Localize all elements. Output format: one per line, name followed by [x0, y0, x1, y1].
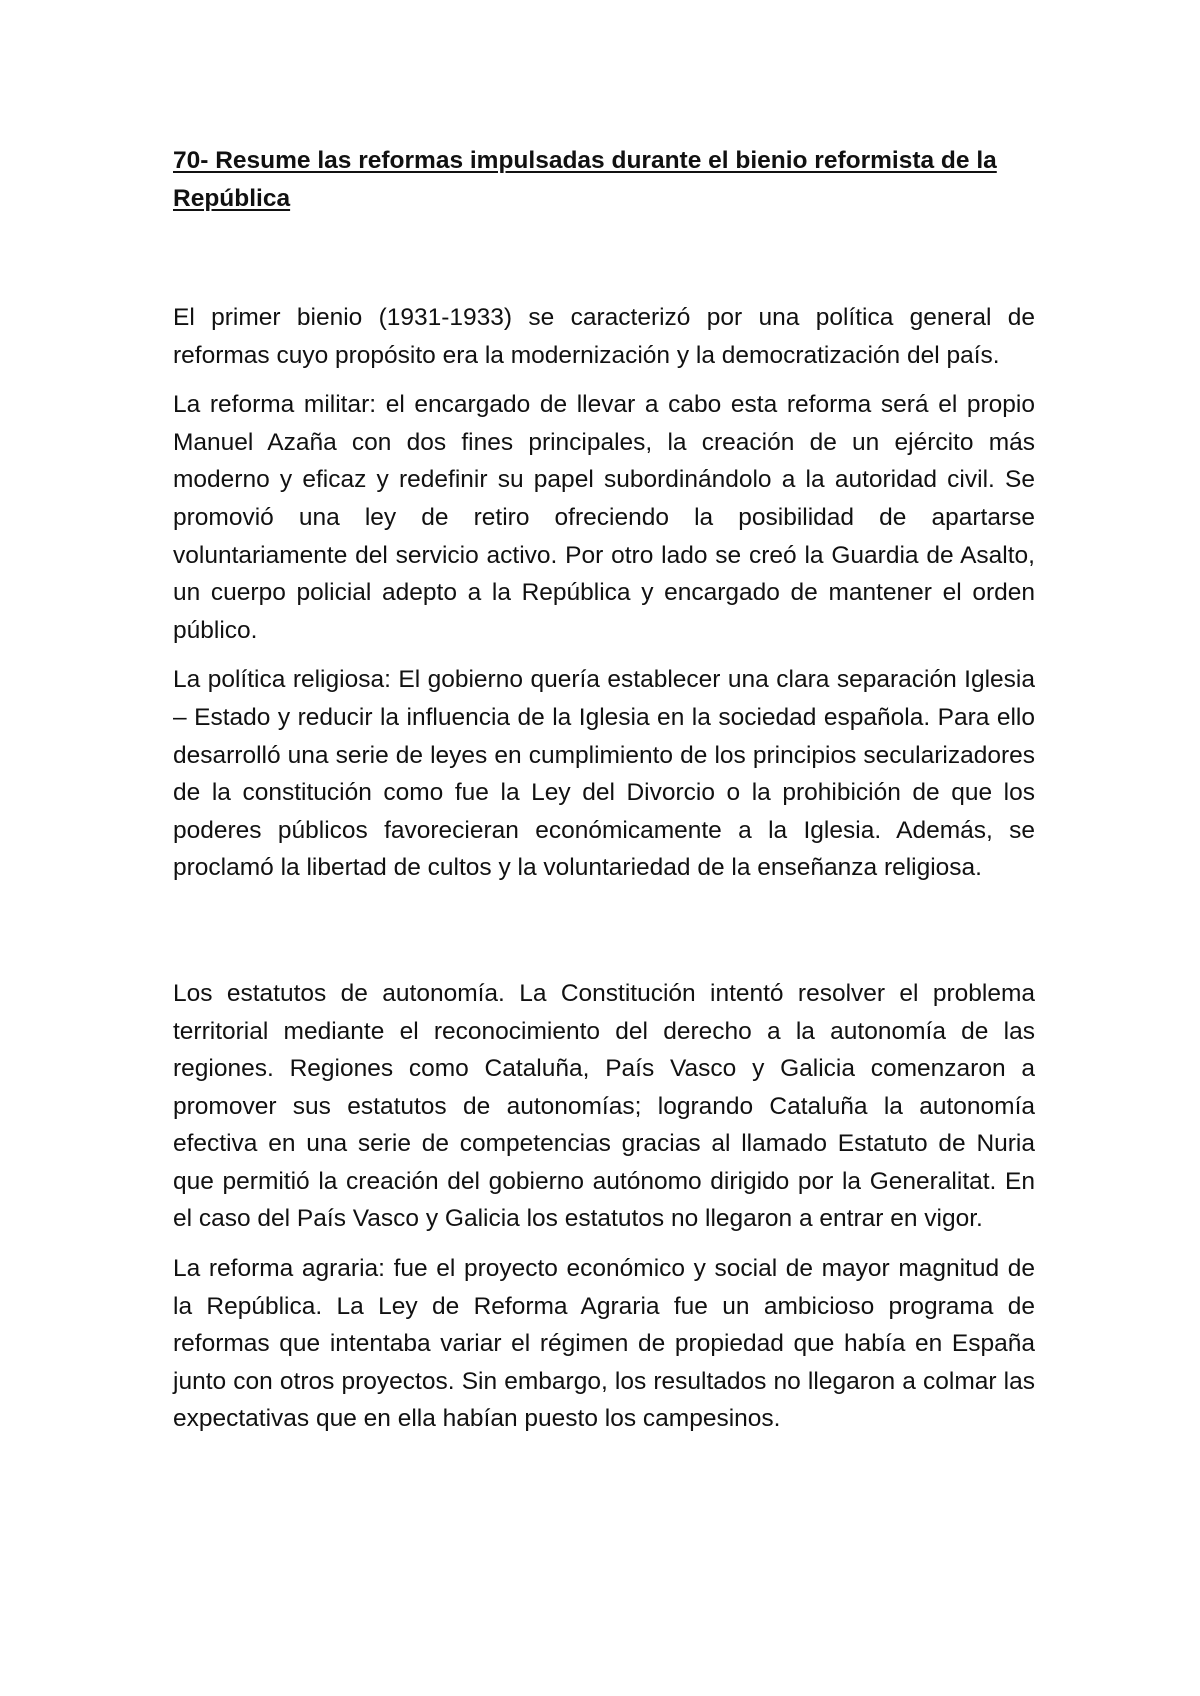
- paragraph-agrarian-reform: La reforma agraria: fue el proyecto económico y social de mayor magnitud de la República. La Ley de Reforma Agraria fue un ambicioso programa de reformas que intentaba variar el régimen de propiedad que había en España junto con otros proyectos. Sin embargo, los resultados no llegaron a colmar las expectativas que en ella habían puesto los campesinos.: [173, 1255, 1035, 1433]
- paragraph-military-reform: La reforma militar: el encargado de llevar a cabo esta reforma será el propio Manuel Azaña con dos fines principales, la creación de un ejército más moderno y eficaz y redefinir su papel subordinándolo a la autoridad civil. Se promovió una ley de retiro ofreciendo la posibilidad de apartarse voluntariamente del servicio activo. Por otro lado se creó la Guardia de Asalto, un cuerpo policial adepto a la República y encargado de mantener el orden público.: [173, 391, 1035, 644]
- paragraph-autonomy-statutes: Los estatutos de autonomía. La Constitución intentó resolver el problema territorial mediante el reconocimiento del derecho a la autonomía de las regiones. Regiones como Cataluña, País Vasco y Galicia comenzaron a promover sus estatutos de autonomías; logrando Cataluña la autonomía efectiva en una serie de competencias gracias al llamado Estatuto de Nuria que permitió la creación del gobierno autónomo dirigido por la Generalitat. En el caso del País Vasco y Galicia los estatutos no llegaron a entrar en vigor.: [173, 979, 1035, 1233]
- page-title: 70- Resume las reformas impulsadas durante el bienio reformista de la República: [173, 147, 997, 212]
- paragraph-intro: El primer bienio (1931-1933) se caracterizó por una política general de reformas cuyo propósito era la modernización y la democratización del país.: [173, 304, 1035, 369]
- paragraph-religious-policy: La política religiosa: El gobierno quería establecer una clara separación Iglesia – Estado y reducir la influencia de la Iglesia en la sociedad española. Para ello desarrolló una serie de leyes en cumplimiento de los principios secularizadores de la constitución como fue la Ley del Divorcio o la prohibición de que los poderes públicos favorecieran económicamente a la Iglesia. Además, se proclamó la libertad de cultos y la voluntariedad de la enseñanza religiosa.: [173, 666, 1035, 882]
- document-body: [173, 142, 1035, 1438]
